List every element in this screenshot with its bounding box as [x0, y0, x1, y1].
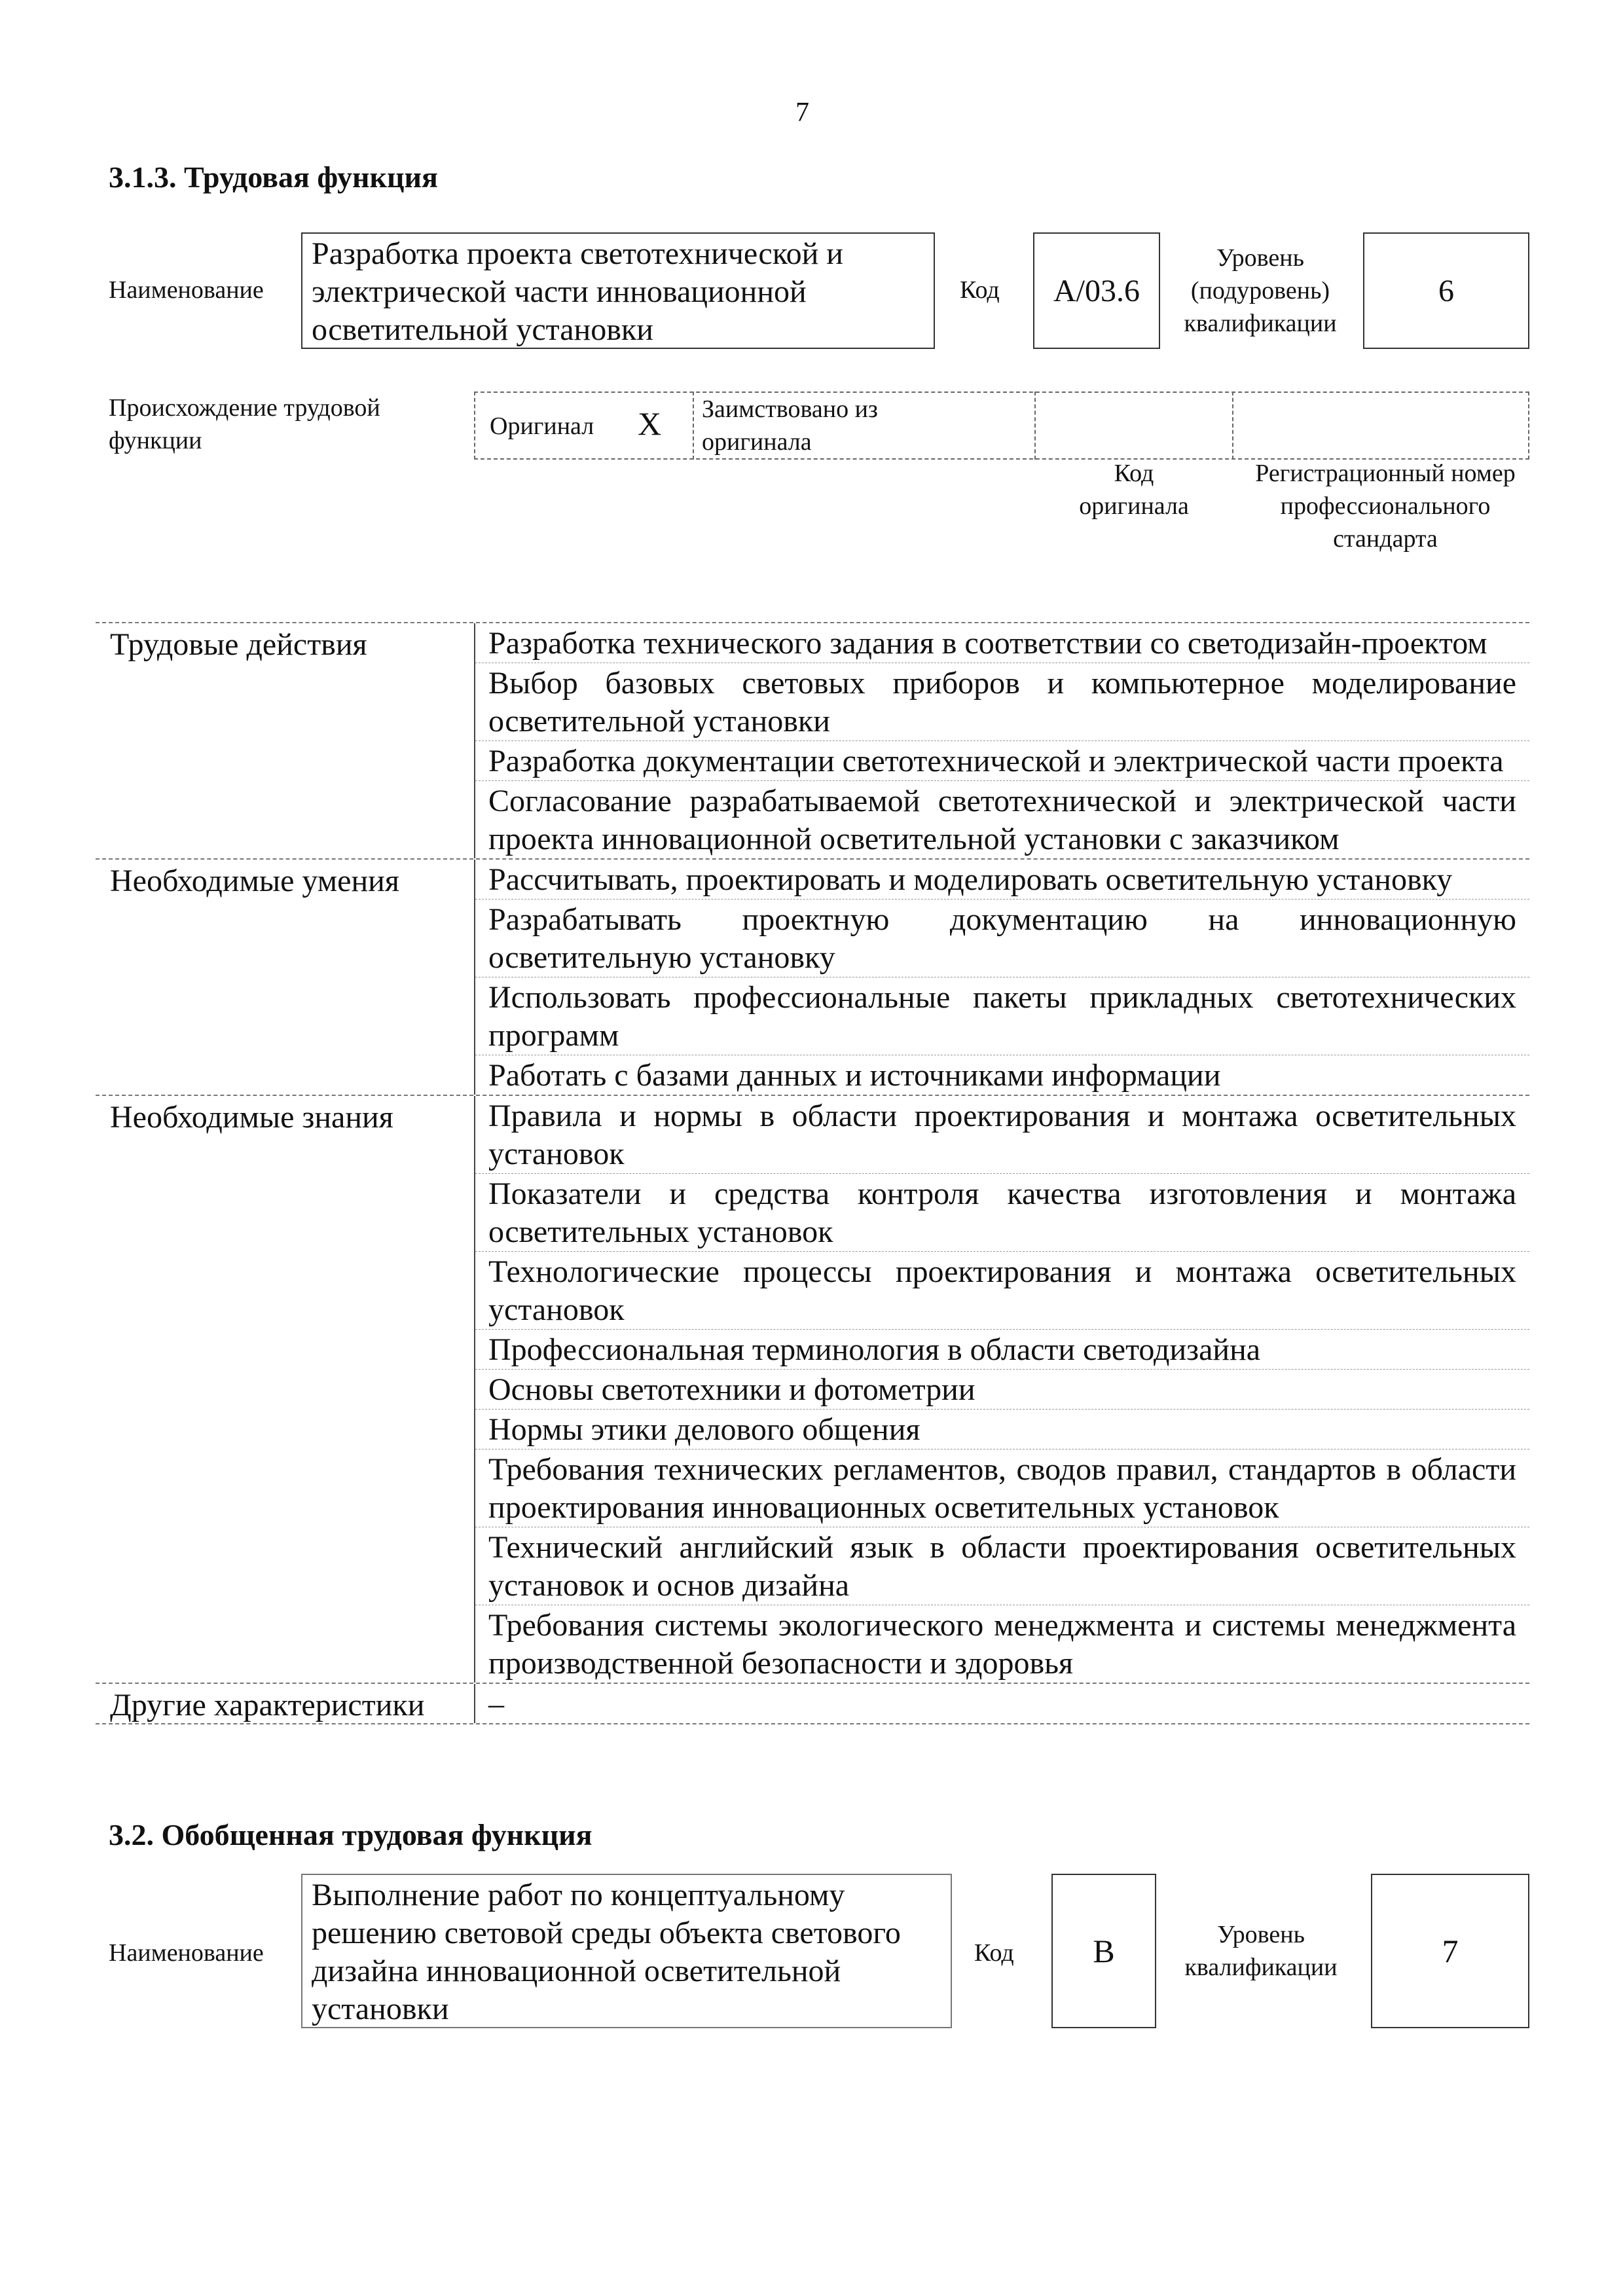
list-item: Использовать профессиональные пакеты прикладных светотехнических программ — [475, 977, 1529, 1055]
table-row — [96, 1095, 1529, 1683]
row-items — [474, 1096, 1529, 1683]
list-item: Технический английский язык в области проектирования осветительных установок и основ дизайна — [475, 1527, 1529, 1605]
row-label: Необходимые знания — [110, 1100, 393, 1135]
original-mark: X — [638, 405, 662, 442]
original-label: Оригинал — [490, 412, 594, 440]
borrowed-label: Заимствовано из оригинала — [702, 395, 878, 456]
name-label: Наименование — [109, 1939, 264, 1967]
function-name-value: Разработка проекта светотехнической и электрической части инновационной осветительной установки — [312, 236, 843, 347]
code-box — [1051, 1874, 1156, 2028]
list-item: Выбор базовых световых приборов и компьютерное моделирование осветительной установки — [475, 663, 1529, 741]
origin-divider — [1034, 392, 1036, 460]
level-box — [1363, 232, 1529, 349]
list-item: Разработка документации светотехнической и электрической части проекта — [475, 741, 1529, 781]
level-value: 6 — [1438, 273, 1454, 308]
list-item: Согласование разрабатываемой светотехнической и электрической части проекта инновационной осветительной установки с заказчиком — [488, 784, 1516, 856]
code-value: A/03.6 — [1053, 273, 1140, 308]
list-item: Нормы этики делового общения — [475, 1410, 1529, 1449]
origin-divider — [1232, 392, 1233, 460]
level-label: Уровень квалификации — [1184, 1921, 1338, 1981]
row-items — [474, 623, 1529, 858]
list-item: Технологические процессы проектирования и монтажа осветительных установок — [475, 1252, 1529, 1330]
list-item: Разрабатывать проектную документацию на инновационную осветительную установку — [475, 900, 1529, 977]
code-label: Код — [960, 276, 1000, 304]
generalized-function-name-box — [301, 1874, 952, 2028]
row-label: Другие характеристики — [110, 1688, 425, 1722]
row-items — [474, 1684, 1529, 1723]
code-value: B — [1093, 1933, 1115, 1969]
name-label: Наименование — [109, 276, 264, 304]
code-box — [1033, 232, 1160, 349]
function-name-box — [301, 232, 935, 349]
list-item: Правила и нормы в области проектирования и монтажа осветительных установок — [475, 1096, 1529, 1174]
list-item: Рассчитывать, проектировать и моделировать осветительную установку — [475, 860, 1529, 900]
level-value: 7 — [1442, 1933, 1459, 1969]
list-item: Работать с базами данных и источниками информации — [488, 1058, 1221, 1093]
list-item: Основы светотехники и фотометрии — [475, 1370, 1529, 1410]
origin-divider — [693, 392, 694, 460]
row-label: Необходимые умения — [110, 864, 399, 898]
table-row — [96, 1683, 1529, 1724]
reg-number-caption: Регистрационный номер профессионального стандарта — [1255, 460, 1516, 553]
row-label: Трудовые действия — [110, 627, 367, 662]
list-item: Разработка технического задания в соответствии со светодизайн-проектом — [475, 623, 1529, 663]
origin-label: Происхождение трудовой функции — [109, 394, 380, 454]
function-table — [96, 622, 1529, 1724]
list-item: Требования технических регламентов, сводов правил, стандартов в области проектирования инновационных осветительных установок — [475, 1449, 1529, 1527]
list-item: Требования системы экологического менеджмента и системы менеджмента производственной безопасности и здоровья — [488, 1608, 1516, 1681]
list-item: – — [488, 1686, 504, 1721]
table-row — [96, 622, 1529, 858]
section-heading: 3.1.3. Трудовая функция — [109, 160, 438, 194]
level-box — [1371, 1874, 1529, 2028]
table-row — [96, 858, 1529, 1095]
level-label: Уровень (подуровень) квалификации — [1184, 244, 1337, 337]
list-item: Профессиональная терминология в области светодизайна — [475, 1330, 1529, 1370]
list-item: Показатели и средства контроля качества изготовления и монтажа осветительных установок — [475, 1174, 1529, 1252]
generalized-function-name-value: Выполнение работ по концептуальному решению световой среды объекта светового дизайна инновационной осветительной установки — [312, 1878, 901, 2026]
page-number: 7 — [795, 98, 809, 128]
code-label: Код — [974, 1939, 1014, 1967]
row-items — [474, 860, 1529, 1095]
section-heading: 3.2. Обобщенная трудовая функция — [109, 1818, 593, 1851]
code-original-caption: Код оригинала — [1079, 460, 1189, 520]
origin-row-frame — [474, 392, 1529, 460]
